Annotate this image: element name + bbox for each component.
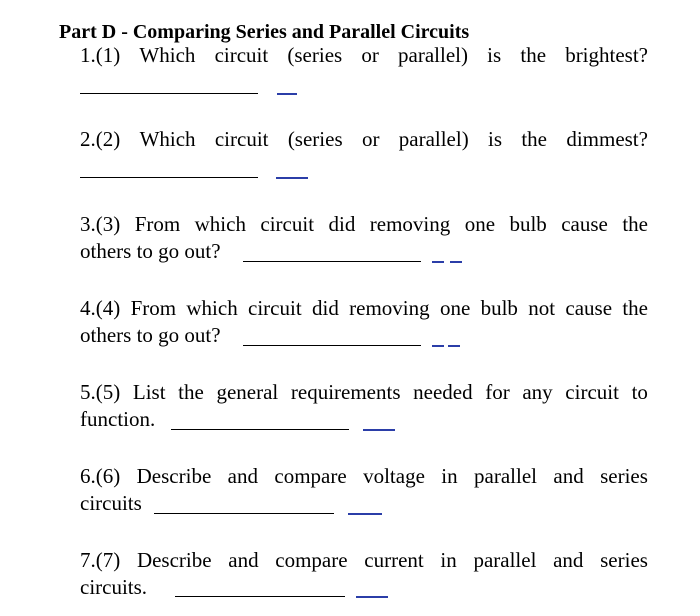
- question-4-text-line-1: [80, 295, 648, 322]
- word: From: [130, 296, 177, 320]
- answer-mark: [432, 345, 444, 347]
- answer-underline: [243, 345, 421, 346]
- word: the: [178, 380, 204, 404]
- word: general: [216, 380, 279, 404]
- question-3-continuation: others to go out?: [80, 239, 221, 263]
- word: bulb: [480, 296, 518, 320]
- word: Which: [139, 127, 196, 151]
- word: circuit: [214, 127, 269, 151]
- question-5-continuation: function.: [80, 407, 156, 431]
- word: and: [553, 548, 584, 572]
- word: 1.(1): [80, 43, 121, 67]
- word: and: [553, 464, 584, 488]
- word: is: [488, 127, 503, 151]
- answer-mark: [356, 596, 388, 598]
- word: the: [521, 127, 547, 151]
- word: 3.(3): [80, 212, 121, 236]
- question-4: [80, 295, 648, 349]
- word: circuit: [565, 380, 619, 404]
- word: any: [522, 380, 553, 404]
- question-7: [80, 547, 648, 601]
- answer-mark: [450, 261, 462, 263]
- word: 7.(7): [80, 548, 121, 572]
- answer-underline: [171, 429, 349, 430]
- question-6-continuation: circuits: [80, 491, 142, 515]
- word: bulb: [509, 212, 547, 236]
- word: brightest?: [565, 43, 648, 67]
- word: is: [487, 43, 502, 67]
- answer-underline: [154, 513, 334, 514]
- word: and: [227, 464, 258, 488]
- word: the: [520, 43, 547, 67]
- word: to: [631, 380, 648, 404]
- word: parallel: [473, 548, 537, 572]
- word: List: [132, 380, 166, 404]
- word: parallel): [398, 43, 468, 67]
- word: From: [134, 212, 181, 236]
- word: which: [194, 212, 246, 236]
- word: the: [622, 212, 648, 236]
- answer-underline: [175, 596, 345, 597]
- word: or: [361, 127, 380, 151]
- question-7-continuation: circuits.: [80, 575, 148, 599]
- answer-mark: [276, 177, 308, 179]
- word: circuit: [260, 212, 315, 236]
- answer-mark: [432, 261, 444, 263]
- answer-underline: [80, 93, 258, 94]
- word: parallel: [474, 464, 537, 488]
- question-1: [80, 42, 648, 69]
- question-2: [80, 126, 648, 153]
- answer-mark: [348, 513, 382, 515]
- word: 2.(2): [80, 127, 121, 151]
- word: dimmest?: [566, 127, 648, 151]
- question-2-text: [80, 126, 648, 153]
- word: for: [485, 380, 510, 404]
- word: 5.(5): [80, 380, 121, 404]
- word: 4.(4): [80, 296, 121, 320]
- word: Describe: [136, 548, 212, 572]
- question-3: [80, 211, 648, 265]
- question-4-continuation: others to go out?: [80, 323, 221, 347]
- word: which: [186, 296, 238, 320]
- word: circuit: [248, 296, 302, 320]
- word: 6.(6): [80, 464, 121, 488]
- question-5-text-line-1: [80, 379, 648, 406]
- word: needed: [413, 380, 473, 404]
- word: voltage: [363, 464, 425, 488]
- word: requirements: [290, 380, 401, 404]
- word: one: [439, 296, 471, 320]
- answer-mark: [448, 345, 460, 347]
- word: in: [441, 464, 458, 488]
- word: compare: [274, 464, 347, 488]
- question-1-text: [80, 42, 648, 69]
- word: did: [311, 296, 339, 320]
- section-title: Part D - Comparing Series and Parallel Circuits: [59, 21, 470, 43]
- word: did: [328, 212, 356, 236]
- word: in: [440, 548, 457, 572]
- question-7-text-line-1: [80, 547, 648, 574]
- word: and: [228, 548, 259, 572]
- question-5: [80, 379, 648, 433]
- word: circuit: [214, 43, 269, 67]
- word: Describe: [136, 464, 212, 488]
- answer-underline: [243, 261, 421, 262]
- word: (series: [287, 127, 343, 151]
- answer-underline: [80, 177, 258, 178]
- word: cause: [565, 296, 613, 320]
- question-3-text-line-1: [80, 211, 648, 238]
- question-6: [80, 463, 648, 517]
- word: not: [528, 296, 556, 320]
- word: cause: [561, 212, 608, 236]
- word: series: [600, 464, 648, 488]
- word: (series: [287, 43, 343, 67]
- answer-mark: [363, 429, 395, 431]
- answer-mark: [277, 93, 297, 95]
- word: Which: [139, 43, 196, 67]
- word: series: [600, 548, 648, 572]
- question-6-text-line-1: [80, 463, 648, 490]
- word: parallel): [398, 127, 469, 151]
- word: or: [361, 43, 379, 67]
- word: one: [464, 212, 496, 236]
- word: removing: [369, 212, 451, 236]
- word: removing: [349, 296, 430, 320]
- word: compare: [275, 548, 348, 572]
- word: the: [622, 296, 648, 320]
- word: current: [364, 548, 424, 572]
